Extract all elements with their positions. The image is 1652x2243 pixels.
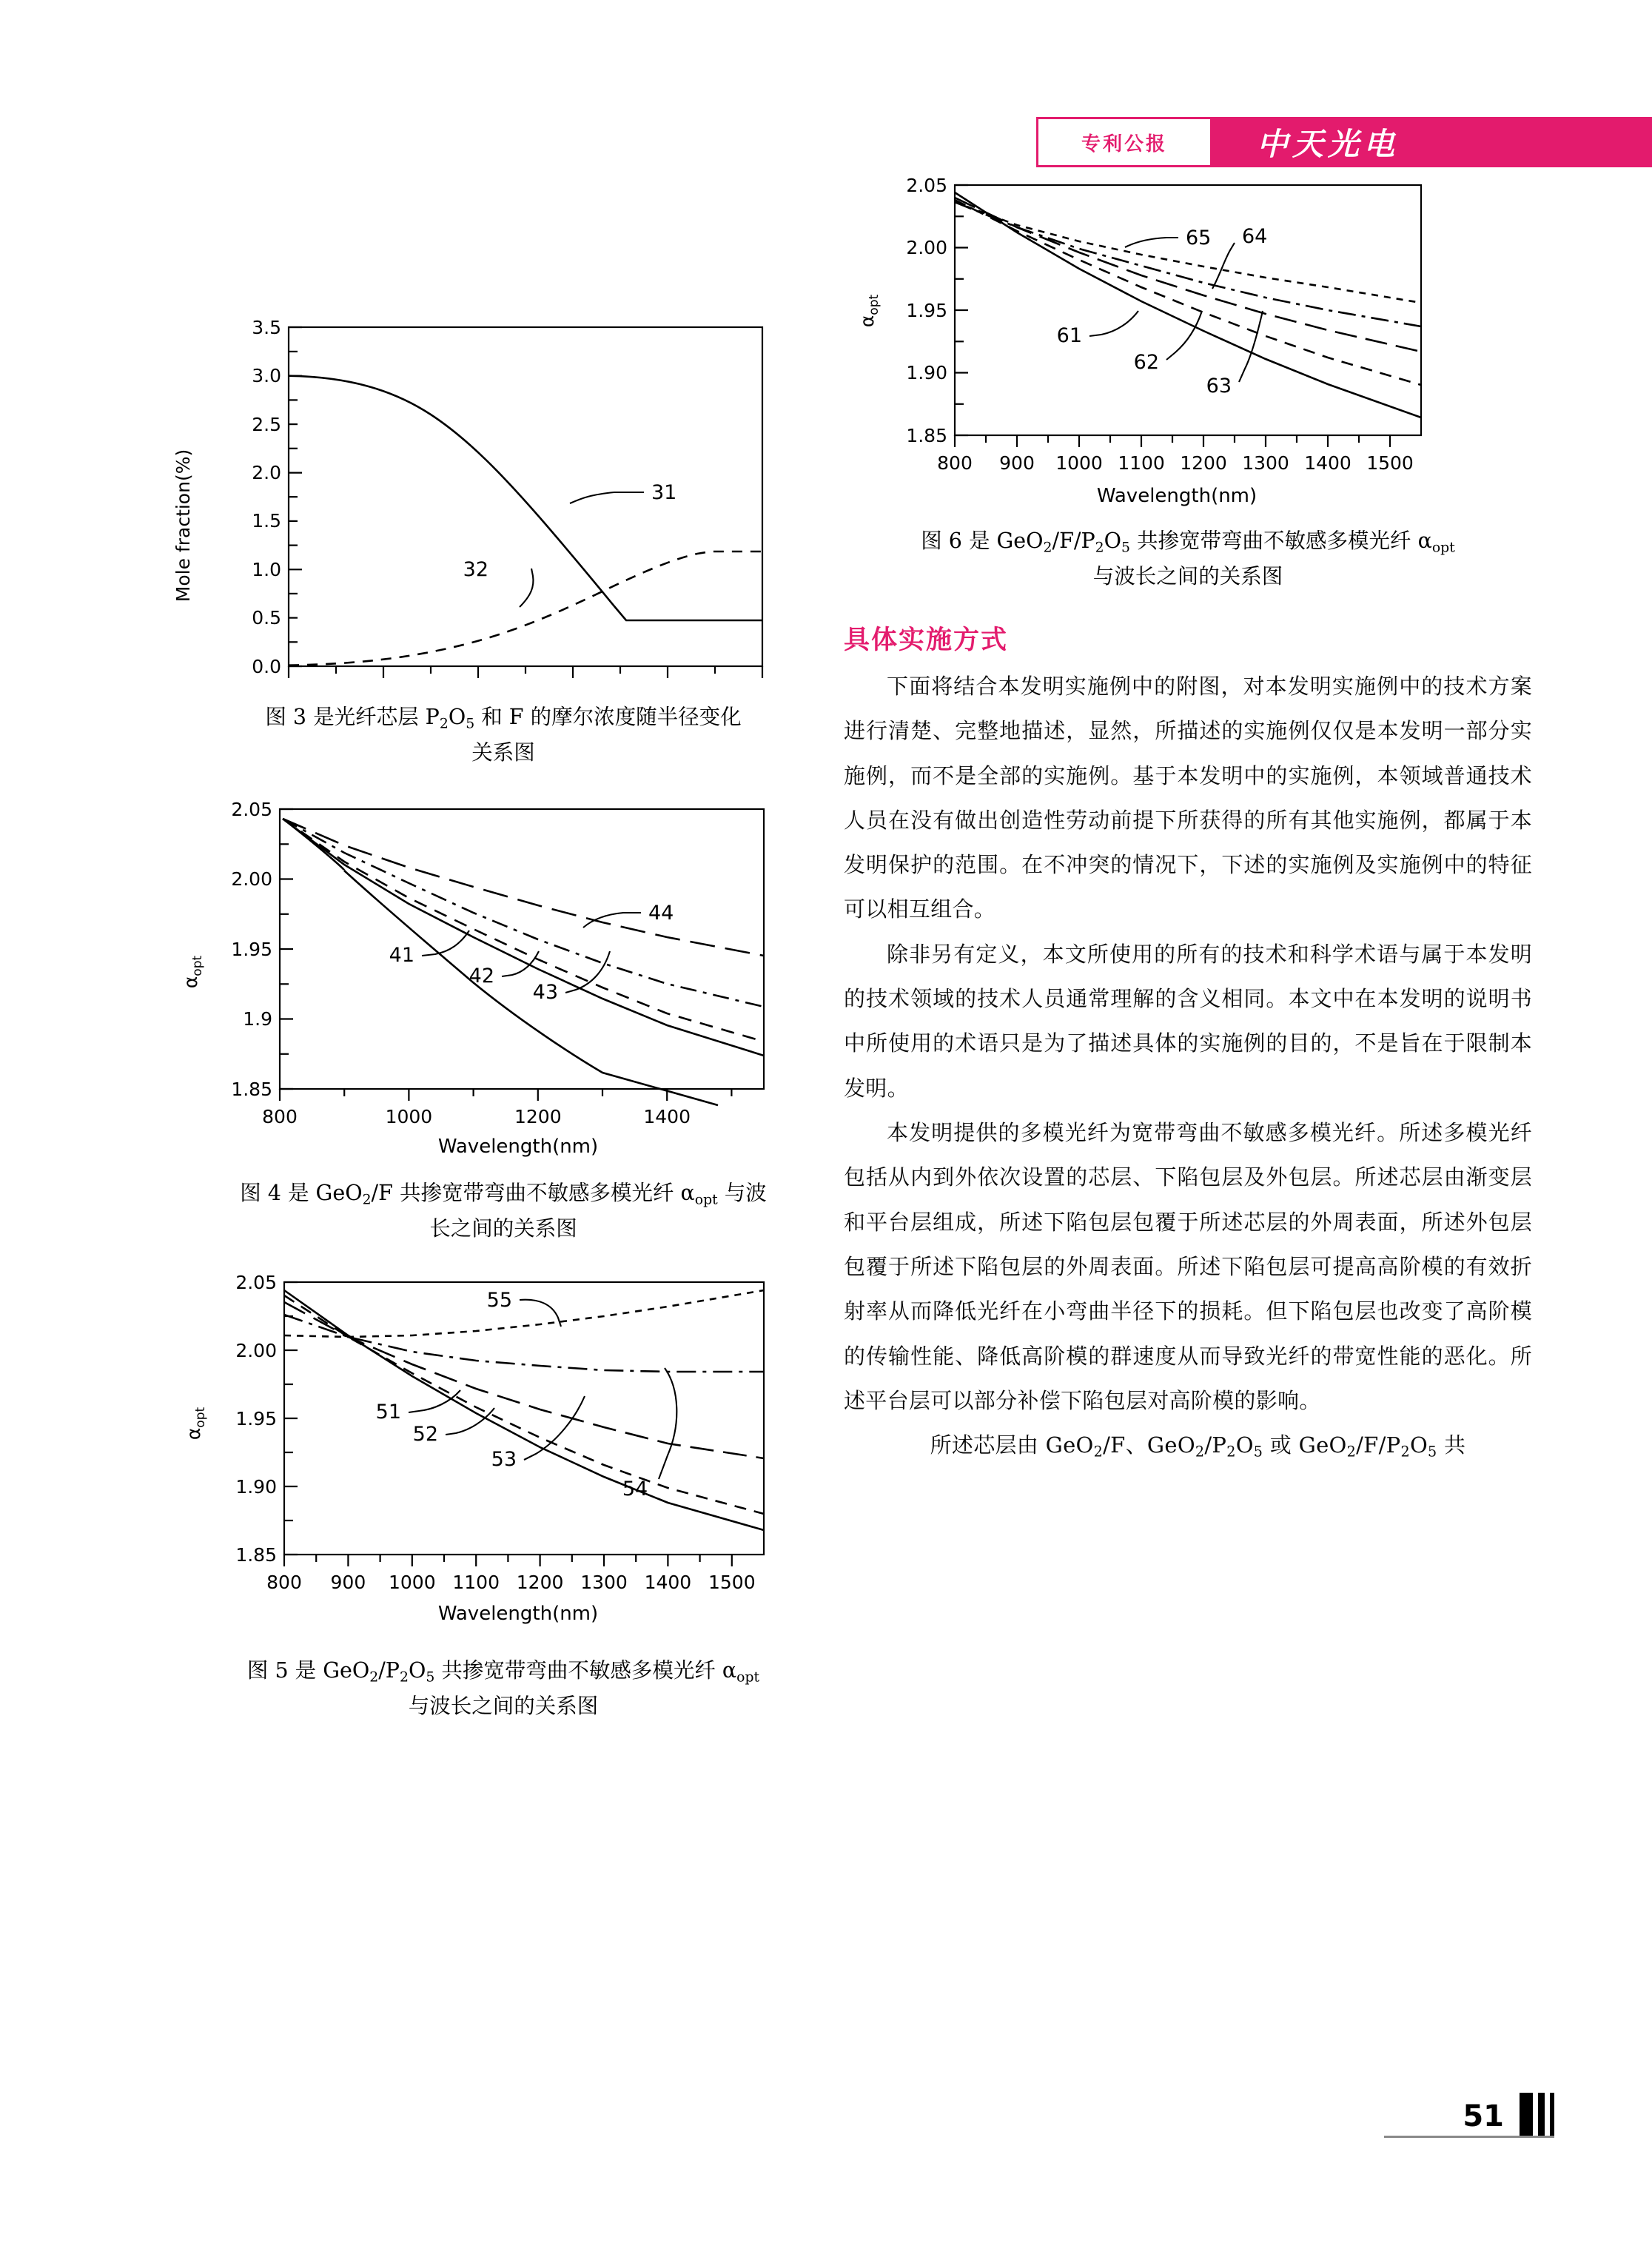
fig4-y-ticks: [280, 809, 293, 1089]
fig5-xtick-3: 1100: [452, 1571, 500, 1593]
body-paragraph-1: 下面将结合本发明实施例中的附图，对本发明实施例中的技术方案进行清楚、完整地描述，显然，所描述的实施例仅仅是本发明一部分实施例，而不是全部的实施例。基于本发明中的实施例，本领域普通技术人员在没有做出创造性劳动前提下所获得的所有其他实施例，都属于本发明保护的范围。在不冲突的情况下，下述的实施例及实施例中的特征可以相互组合。: [844, 673, 1532, 922]
fig4-series-41: [283, 819, 718, 1105]
page-header: [1036, 117, 1652, 167]
figure-4-caption: [176, 1176, 830, 1247]
fig6-ref-64-label: 64: [1242, 225, 1268, 248]
fig6-x-ticks: [955, 435, 1390, 447]
fig6-ref-61: [1057, 311, 1138, 347]
fig5-ref-53: [491, 1396, 585, 1471]
figure-3: [170, 296, 836, 771]
fig5-y-tick-labels: [235, 1272, 277, 1566]
fig5-ref-53-label: 53: [491, 1447, 517, 1471]
fig6-x-axis-label: Wavelength(nm): [1096, 485, 1258, 507]
fig3-series-31: [289, 376, 762, 620]
fig3-ref-31-label: 31: [651, 481, 677, 504]
fig3-ytick-2: 1.0: [252, 559, 281, 580]
fig4-ref-44-label: 44: [648, 901, 674, 925]
fig3-y-ticks: [289, 327, 302, 666]
fig3-ytick-1: 0.5: [252, 607, 281, 628]
fig6-xtick-7: 1500: [1366, 452, 1414, 474]
fig5-xtick-7: 1500: [708, 1571, 756, 1593]
fig5-plot-frame: [284, 1282, 764, 1555]
fig4-y-tick-labels: [231, 799, 272, 1100]
fig5-series-55: [284, 1290, 764, 1337]
fig4-series-44: [283, 819, 764, 956]
fig6-ref-65-label: 65: [1186, 227, 1212, 249]
fig4-ref-41-label: 41: [389, 943, 414, 967]
barcode-bar-thick: [1520, 2093, 1533, 2136]
fig4-ytick-3: 2.00: [231, 868, 272, 890]
fig6-xtick-1: 900: [999, 452, 1035, 474]
body-paragraph-3: 本发明提供的多模光纤为宽带弯曲不敏感多模光纤。所述多模光纤包括从内到外依次设置的芯层、下陷包层及外包层。所述芯层由渐变层和平台层组成，所述下陷包层包覆于所述芯层的外周表面，所述外包层包覆于所述下陷包层的外周表面。所述下陷包层可提高高阶模的有效折射率从而降低光纤在小弯曲半径下的损耗。但下陷包层也改变了高阶模的传输性能、降低高阶模的群速度从而导致光纤的带宽性能的恶化。所述平台层可以部分补偿下陷包层对高阶模的影响。: [844, 1120, 1532, 1413]
fig5-x-axis-label: Wavelength(nm): [437, 1602, 599, 1625]
fig6-ref-62: [1134, 311, 1202, 374]
fig3-ytick-5: 2.5: [252, 414, 281, 435]
fig3-ref-32-label: 32: [463, 558, 488, 581]
page-footer: [0, 2099, 1652, 2169]
figure-3-caption-line1: 图 3 是光纤芯层 $P_2O_5$ 和 F 的摩尔浓度随半径变化: [265, 705, 742, 732]
fig6-ytick-0: 1.85: [906, 425, 947, 446]
fig3-y-tick-labels: [252, 317, 281, 677]
fig4-ref-43-label: 43: [532, 980, 558, 1004]
fig5-x-tick-labels: [266, 1572, 755, 1593]
fig5-ref-55: [487, 1289, 561, 1327]
fig6-ref-62-label: 62: [1133, 351, 1159, 374]
fig5-ref-52-label: 52: [412, 1422, 438, 1446]
fig6-ytick-4: 2.05: [906, 175, 947, 196]
figure-5: [170, 1264, 836, 1724]
figure-6-chart: [844, 170, 1510, 518]
fig6-xtick-0: 800: [937, 452, 973, 474]
fig4-ref-42: [469, 951, 539, 988]
figure-4-caption-line2: 长之间的关系图: [429, 1216, 577, 1241]
fig6-plot-frame: [955, 185, 1421, 435]
fig5-ref-54-label: 54: [622, 1477, 648, 1501]
figure-4: [170, 787, 836, 1247]
figure-5-caption: [176, 1654, 830, 1724]
page-number: 51: [1463, 2099, 1504, 2133]
fig4-xtick-1: 1000: [385, 1105, 433, 1127]
figure-5-caption-line1: 图 5 是 $GeO_2/P_2O_5$ 共掺宽带弯曲不敏感多模光纤 $\alpha_{opt}$: [246, 1657, 760, 1686]
header-brand-logo: 中天光电: [1212, 117, 1652, 167]
fig6-xtick-3: 1100: [1118, 452, 1165, 474]
footer-rule: [1384, 2136, 1554, 2138]
fig5-ref-51-label: 51: [375, 1400, 401, 1424]
figure-4-caption-line1: 图 4 是 GeO$_2$/F 共掺宽带弯曲不敏感多模光纤 $\alpha_{opt}$ 与波: [240, 1180, 767, 1208]
figure-5-caption-line2: 与波长之间的关系图: [408, 1693, 599, 1718]
fig6-series-65: [955, 202, 1421, 303]
figure-5-chart: [170, 1264, 807, 1635]
fig3-x-ticks: [289, 666, 762, 678]
fig5-y-ticks: [284, 1282, 298, 1555]
barcode-bar-medium: [1538, 2093, 1545, 2136]
body-paragraph-2: 除非另有定义，本文所使用的所有的技术和科学术语与属于本发明的技术领域的技术人员通常理解的含义相同。本文中在本发明的说明书中所使用的术语只是为了描述具体的实施例的目的，不是旨在于限制本发明。: [844, 941, 1532, 1101]
fig4-ytick-0: 1.85: [231, 1078, 272, 1100]
fig6-y-ticks: [955, 185, 968, 435]
fig5-ytick-3: 2.00: [235, 1339, 277, 1361]
fig5-y-axis-label: $\alpha_{opt}$: [183, 1407, 208, 1440]
fig6-xtick-4: 1200: [1180, 452, 1227, 474]
body-paragraph-4: 所述芯层由 GeO$_2$/F、$GeO_2/P_2O_5$ 或 $GeO_2/F/P_2O_5$ 共: [887, 1432, 1466, 1461]
fig3-series-32: [289, 551, 762, 665]
figure-4-chart: [170, 787, 807, 1157]
fig5-ytick-4: 2.05: [235, 1271, 277, 1293]
fig4-x-tick-labels: [262, 1106, 691, 1127]
figure-6-caption-line1: 图 6 是 $GeO_2/F/P_2O_5$ 共掺宽带弯曲不敏感多模光纤 $\alpha_{opt}$: [921, 529, 1455, 556]
fig3-ytick-7: 3.5: [252, 317, 281, 338]
fig4-ytick-2: 1.95: [231, 938, 272, 960]
fig5-ytick-2: 1.95: [235, 1407, 277, 1429]
fig5-series-52: [284, 1295, 764, 1514]
fig5-ytick-1: 1.90: [235, 1475, 277, 1498]
fig6-ytick-3: 2.00: [906, 237, 947, 258]
fig6-ref-63-label: 63: [1206, 375, 1232, 398]
fig6-ytick-1: 1.90: [906, 362, 947, 383]
fig6-ref-61-label: 61: [1056, 324, 1082, 347]
figure-3-caption-line2: 关系图: [471, 740, 535, 765]
section-title: 具体实施方式: [844, 624, 1009, 655]
fig4-ref-42-label: 42: [469, 964, 494, 988]
fig3-ytick-6: 3.0: [252, 365, 281, 386]
fig5-xtick-1: 900: [330, 1571, 366, 1593]
fig6-y-tick-labels: [906, 175, 947, 446]
fig4-plot-frame: [280, 809, 764, 1089]
fig5-series-54: [284, 1315, 764, 1372]
left-column: [170, 296, 836, 1724]
fig4-ytick-1: 1.9: [243, 1007, 272, 1030]
fig6-x-tick-labels: [937, 452, 1414, 474]
fig3-ytick-4: 2.0: [252, 462, 281, 483]
fig4-xtick-2: 1200: [514, 1105, 562, 1127]
figure-6: [844, 170, 1532, 594]
fig5-ytick-0: 1.85: [235, 1543, 277, 1566]
fig4-series-43: [283, 819, 764, 1007]
fig3-y-axis-label: Mole fraction(%): [172, 449, 194, 603]
fig4-y-axis-label: $\alpha_{opt}$: [180, 955, 205, 989]
fig5-ref-55-label: 55: [486, 1288, 512, 1312]
fig3-plot-frame: [289, 327, 762, 666]
fig4-ref-41: [389, 931, 469, 967]
fig4-ytick-4: 2.05: [231, 798, 272, 820]
fig6-ref-65: [1125, 227, 1211, 249]
fig6-xtick-2: 1000: [1055, 452, 1103, 474]
fig3-ytick-3: 1.5: [252, 510, 281, 532]
fig6-series-63: [955, 198, 1421, 352]
fig5-xtick-0: 800: [266, 1571, 302, 1593]
fig5-xtick-6: 1400: [644, 1571, 692, 1593]
header-badge: 专利公报: [1036, 117, 1212, 167]
right-column: [844, 175, 1532, 1468]
fig4-ref-44: [583, 902, 674, 928]
fig3-ytick-0: 0.0: [252, 656, 281, 677]
fig6-xtick-5: 1300: [1242, 452, 1289, 474]
figure-3-caption: [176, 700, 830, 771]
fig4-series-42: [283, 819, 764, 1042]
footer-barcode-mark: [1520, 2093, 1554, 2136]
fig6-ytick-2: 1.95: [906, 300, 947, 321]
fig5-xtick-2: 1000: [388, 1571, 436, 1593]
fig5-ref-51: [376, 1390, 460, 1424]
fig5-ref-52: [413, 1408, 494, 1446]
fig4-xtick-3: 1400: [643, 1105, 691, 1127]
fig6-xtick-6: 1400: [1304, 452, 1352, 474]
figure-6-caption: [850, 524, 1526, 594]
fig3-ref-32: [463, 558, 534, 607]
figure-6-caption-line2: 与波长之间的关系图: [1092, 563, 1283, 589]
fig5-x-ticks: [284, 1555, 732, 1566]
fig4-xtick-0: 800: [262, 1105, 298, 1127]
fig6-y-axis-label: $\alpha_{opt}$: [856, 294, 882, 328]
fig4-x-axis-label: Wavelength(nm): [437, 1135, 599, 1157]
fig6-ref-64: [1212, 225, 1267, 289]
fig5-xtick-5: 1300: [580, 1571, 628, 1593]
figure-3-chart: [170, 296, 807, 681]
barcode-bar-thin: [1550, 2093, 1554, 2136]
fig3-ref-31: [570, 481, 676, 504]
fig5-xtick-4: 1200: [516, 1571, 564, 1593]
